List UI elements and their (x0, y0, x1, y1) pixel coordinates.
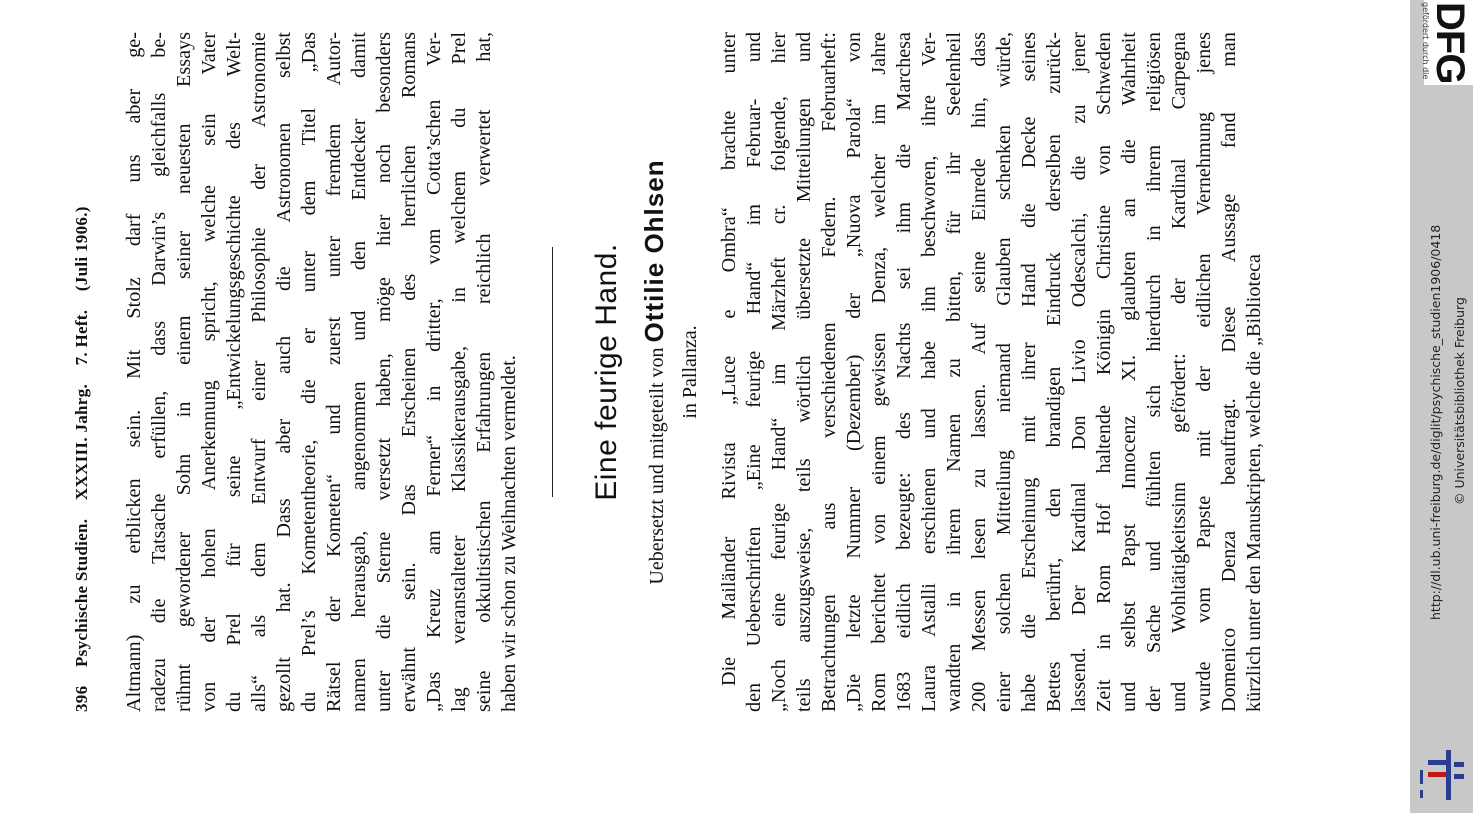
text-line: wurde vom Papste mit der eidlichen Vernehmung jenes (1193, 32, 1215, 712)
article-title: Eine feurige Hand. (590, 243, 623, 501)
text-line: Die Mailänder Rivista „Luce e Ombra“ brachte unter (718, 32, 740, 686)
text-line: Altmann) zu erblicken sein. Mit Stolz darf uns aber ge- (123, 32, 145, 712)
text-line: Laura Astalli erschienen und habe ihn beschworen, ihre Ver- (918, 32, 940, 712)
text-line: und Wohltätigkeitssinn gefördert: der Kardinal Carpegna (1168, 32, 1190, 712)
text-line: Zeit in Rom Hof haltende Königin Christine von Schweden (1093, 32, 1115, 712)
text-line: Rätsel der Kometen“ und zuerst unter fremdem Autor- (323, 32, 345, 712)
journal-name: Psychische Studien. (72, 518, 91, 668)
text-line: lag veranstalteter Klassikerausgabe, in welchem du Prel (448, 32, 470, 712)
text-line: rühmt gewordener Sohn in einem seiner neuesten Essays (173, 32, 195, 712)
text-line: wandten in ihrem Namen zu bitten, für ihr Seelenheil (943, 32, 965, 712)
text-line: „Die letzte Nummer (Dezember) der „Nuova Parola“ von (843, 32, 865, 712)
text-line: seine okkultistischen Erfahrungen reichlich verwertet hat, (473, 32, 495, 712)
text-line: Domenico Denza beauftragt. Diese Aussage fand man (1218, 32, 1240, 712)
copyright-notice: © Universitätsbibliothek Freiburg (1452, 297, 1467, 505)
ub-freiburg-logo (1418, 742, 1468, 802)
text-line: den Ueberschriften „Eine feurige Hand“ im Februar- und (743, 32, 765, 712)
text-line: einer solchen Mitteilung niemand Glauben schenken würde, (993, 32, 1015, 712)
dfg-logo-text: DFG (1428, 2, 1472, 84)
page-url[interactable]: http://dl.ub.uni-freiburg.de/diglit/psychische_studien1906/0418 (1428, 224, 1443, 620)
text-line: der Sache und fühlten sich hierdurch in ihrem religiösen (1143, 32, 1165, 712)
text-line: habe die Erscheinung mit ihrer Hand die Decke seines (1018, 32, 1040, 712)
text-line: du Prel’s Kometentheorie, die er unter dem Titel „Das (298, 32, 320, 712)
text-line: namen herausgab, angenommen und den Entdecker damit (348, 32, 370, 712)
text-line: von der hohen Anerkennung spricht, welche sein Vater (198, 32, 220, 712)
text-line: kürzlich unter den Manuskripten, welche die „Biblioteca (1243, 254, 1265, 712)
text-line: „Noch eine feurige Hand“ im Märzheft cr. folgende, hier (768, 32, 790, 712)
text-line: und selbst Papst Innocenz XI. glaubten an die Wahrheit (1118, 32, 1140, 712)
issue-date: (Juli 1906.) (72, 206, 91, 292)
text-line: teils auszugsweise, teils wörtlich übersetzte Mitteilungen und (793, 32, 815, 712)
text-line: haben wir schon zu Weihnachten vermeldet. (498, 355, 520, 712)
page-number: 396 (72, 685, 91, 712)
issue: 7. Heft. (72, 309, 91, 366)
text-line: Betrachtungen aus verschiedenen Federn. Februarheft: (818, 32, 840, 712)
text-line: alls“ als dem Entwurf einer Philosophie der Astronomie (248, 32, 270, 712)
text-line: gezollt hat. Dass aber auch die Astronomen selbst (273, 32, 295, 712)
author-name: Ottilie Ohlsen (639, 159, 669, 343)
text-line: Bettes berührt, den brandigen Eindruck derselben zurück- (1043, 32, 1065, 712)
article-body (717, 32, 1267, 712)
text-line: erwähnt sein. Das Erscheinen des herrlichen Romans (398, 32, 420, 712)
author-place: in Pallanza. (679, 325, 701, 419)
text-line: 200 Messen lesen zu lassen. Auf seine Einrede hin, dass (968, 32, 990, 712)
text-line: radezu die Tatsache erfüllen, dass Darwin’s gleichfalls be- (148, 32, 170, 712)
text-line: du Prel für seine „Entwickelungsgeschichte des Welt- (223, 32, 245, 712)
running-head (72, 32, 102, 712)
paragraph-continuation (122, 32, 522, 712)
text-line: 1683 eidlich bezeugte: des Nachts sei ihm die Marchesa (893, 32, 915, 712)
text-line: unter die Sterne versetzt haben, möge hier noch besonders (373, 32, 395, 712)
dfg-logo (1421, 0, 1473, 85)
text-line: „Das Kreuz am Ferner“ in dritter, vom Cotta’schen Ver- (423, 32, 445, 712)
byline-prefix: Uebersetzt und mitgeteilt von (646, 347, 668, 585)
section-divider (552, 247, 553, 497)
volume: XXXIII. Jahrg. (72, 383, 91, 501)
page-content-rotated (72, 12, 1292, 712)
article-byline (640, 32, 671, 712)
text-line: Rom berichtet von einem gewissen Denza, welcher im Jahre (868, 32, 890, 712)
funding-label: gefördert durch die (1421, 2, 1430, 80)
text-line: lassend. Der Kardinal Don Livio Odescalchi, die zu jener (1068, 32, 1090, 712)
